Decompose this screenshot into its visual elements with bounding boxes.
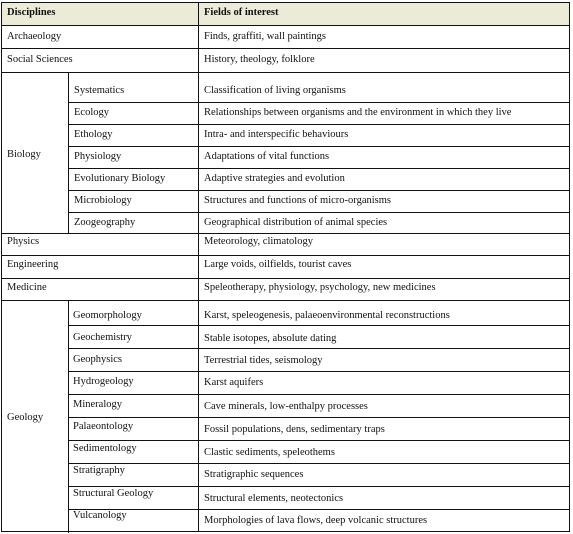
header-disciplines: Disciplines (7, 7, 56, 18)
geology-field: Karst, speleogenesis, palaeoenvironmental reconstructions (204, 310, 450, 321)
discipline-social-sciences: Social Sciences (7, 54, 73, 65)
geology-field: Cave minerals, low-enthalpy processes (204, 401, 368, 412)
row-divider (69, 168, 569, 169)
biology-field: Adaptive strategies and evolution (204, 173, 345, 184)
discipline-engineering: Engineering (7, 259, 59, 270)
geology-field: Karst aquifers (204, 377, 264, 388)
geology-sub: Geomorphology (73, 310, 142, 321)
biology-field: Geographical distribution of animal species (204, 217, 388, 228)
geology-field: Clastic sediments, speleothems (204, 447, 335, 458)
geology-sub: Geophysics (73, 354, 122, 365)
discipline-archaeology: Archaeology (7, 31, 62, 42)
row-divider (69, 146, 569, 147)
row-divider (69, 102, 569, 103)
geology-sub: Vulcanology (73, 510, 127, 521)
discipline-physics: Physics (7, 236, 40, 247)
field-medicine: Speleotherapy, physiology, psychology, new medicines (204, 282, 436, 293)
biology-sub: Systematics (74, 85, 125, 96)
biology-sub: Microbiology (74, 195, 132, 206)
row-divider (2, 233, 569, 234)
biology-field: Adaptations of vital functions (204, 151, 330, 162)
biology-sub: Physiology (74, 151, 122, 162)
row-divider (69, 394, 569, 395)
geology-sub: Palaeontology (73, 421, 134, 432)
geology-field: Stable isotopes, absolute dating (204, 333, 337, 344)
table-header (2, 3, 569, 26)
geology-sub: Structural Geology (73, 488, 154, 499)
geology-sub: Hydrogeology (73, 376, 134, 387)
row-divider (69, 440, 569, 441)
header-fields-of-interest: Fields of interest (204, 7, 279, 18)
disciplines-table (1, 2, 570, 532)
column-divider (198, 3, 199, 531)
row-divider (2, 300, 569, 301)
geology-field: Structural elements, neotectonics (204, 493, 344, 504)
row-divider (2, 278, 569, 279)
geology-sub: Sedimentology (73, 443, 137, 454)
biology-sub: Evolutionary Biology (74, 173, 166, 184)
field-engineering: Large voids, oilfields, tourist caves (204, 259, 352, 270)
row-divider (69, 509, 569, 510)
biology-subcolumn-divider (68, 73, 69, 234)
row-divider (69, 325, 569, 326)
discipline-medicine: Medicine (7, 282, 47, 293)
biology-field: Relationships between organisms and the environment in which they live (204, 107, 512, 118)
biology-field: Classification of living organisms (204, 85, 346, 96)
geology-sub: Geochemistry (73, 332, 132, 343)
biology-sub: Ecology (74, 107, 109, 118)
row-divider (2, 72, 569, 73)
geology-sub: Mineralogy (73, 399, 122, 410)
field-social-sciences: History, theology, folklore (204, 54, 315, 65)
biology-field: Structures and functions of micro-organisms (204, 195, 392, 206)
row-divider (69, 417, 569, 418)
row-divider (69, 463, 569, 464)
geology-field: Stratigraphic sequences (204, 469, 304, 480)
row-divider (69, 124, 569, 125)
biology-field: Intra- and interspecific behaviours (204, 129, 349, 140)
row-divider (69, 212, 569, 213)
discipline-geology: Geology (7, 412, 44, 423)
field-archaeology: Finds, graffiti, wall paintings (204, 31, 327, 42)
row-divider (69, 371, 569, 372)
geology-field: Terrestrial tides, seismology (204, 355, 323, 366)
geology-sub: Stratigraphy (73, 465, 125, 476)
row-divider (69, 486, 569, 487)
row-divider (69, 190, 569, 191)
geology-field: Fossil populations, dens, sedimentary traps (204, 424, 385, 435)
row-divider (2, 48, 569, 49)
biology-sub: Zoogeography (74, 217, 136, 228)
row-divider (69, 348, 569, 349)
field-physics: Meteorology, climatology (204, 236, 313, 247)
row-divider (2, 255, 569, 256)
geology-field: Morphologies of lava flows, deep volcanic structures (204, 515, 428, 526)
discipline-biology: Biology (7, 149, 41, 160)
biology-sub: Ethology (74, 129, 113, 140)
